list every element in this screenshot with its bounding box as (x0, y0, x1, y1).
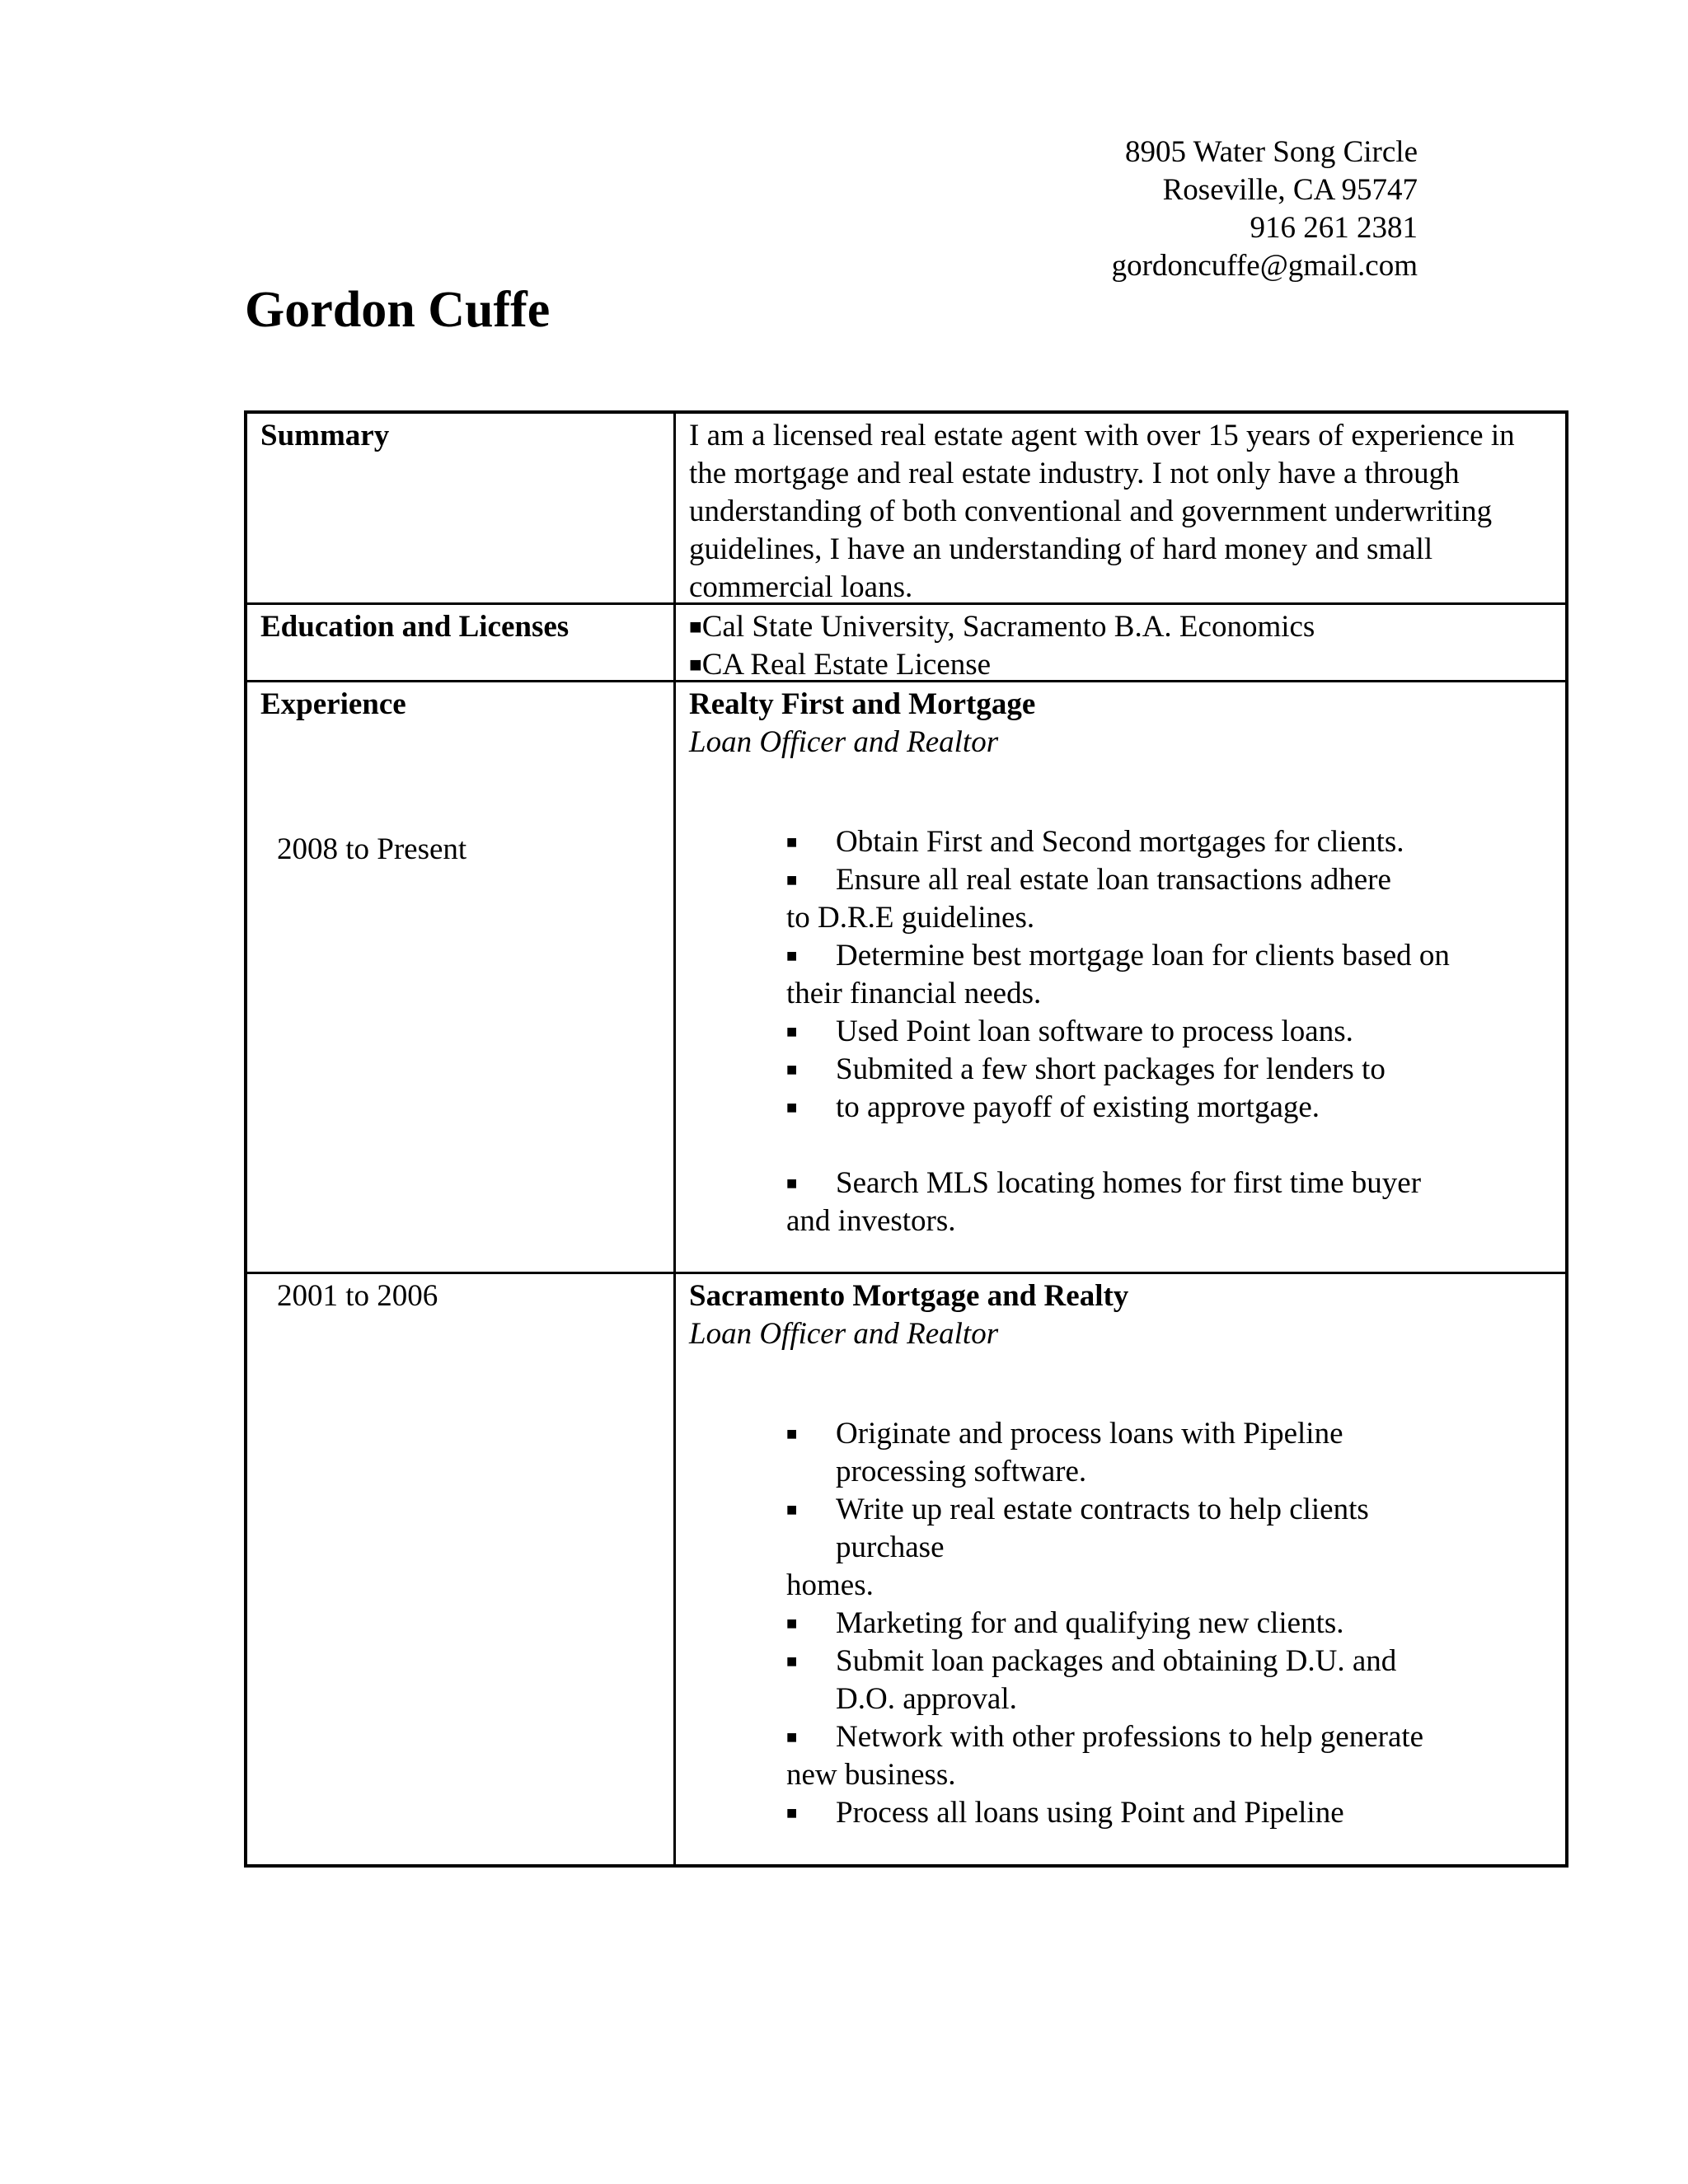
summary-label-cell (247, 414, 676, 602)
list-item (689, 861, 1550, 937)
job-dates: 2008 to Present (277, 832, 467, 866)
contact-block (1112, 134, 1418, 285)
square-bullet-icon: ■ (689, 615, 702, 639)
experience-label: Experience (260, 687, 406, 721)
duty-text: Submited a few short packages for lenders to (836, 1052, 1386, 1086)
list-item (689, 1605, 1550, 1643)
education-item (689, 608, 1550, 646)
contact-street: 8905 Water Song Circle (1125, 135, 1418, 169)
duty-continuation: new business. (786, 1758, 956, 1792)
square-bullet-icon: ■ (786, 1021, 798, 1042)
education-label-cell (247, 605, 676, 680)
job-title: Loan Officer and Realtor (689, 725, 999, 759)
square-bullet-icon: ■ (786, 1173, 798, 1193)
summary-text: I am a licensed real estate agent with over 15 years of experience in the mortgage and real estate industry. I not only have a through understanding of both conventional and government underwriting guidelines, I have an understanding of hard money and small commercial loans. (689, 419, 1515, 604)
job-dates-cell (247, 1274, 676, 1864)
duty-continuation: D.O. approval. (836, 1682, 1017, 1716)
experience-label-cell (247, 682, 676, 1272)
duty-text: Used Point loan software to process loans. (836, 1015, 1353, 1048)
list-item (689, 1165, 1550, 1240)
job-detail-cell (676, 1274, 1565, 1864)
square-bullet-icon: ■ (786, 869, 798, 890)
contact-phone: 916 261 2381 (1250, 211, 1418, 245)
duty-continuation: homes. (786, 1568, 874, 1602)
summary-label: Summary (260, 419, 390, 452)
education-row (247, 605, 1565, 682)
duty-continuation: processing software. (836, 1455, 1087, 1488)
duty-continuation: to D.R.E guidelines. (786, 901, 1035, 935)
job-duties-list (689, 823, 1550, 1240)
square-bullet-icon: ■ (786, 1499, 798, 1520)
duty-text: Submit loan packages and obtaining D.U. and (836, 1644, 1397, 1678)
job-duties-list (689, 1415, 1550, 1832)
square-bullet-icon: ■ (786, 1613, 798, 1633)
square-bullet-icon: ■ (786, 1651, 798, 1671)
list-item (689, 1013, 1550, 1051)
square-bullet-icon: ■ (786, 945, 798, 966)
duty-text: Process all loans using Point and Pipeline (836, 1796, 1344, 1830)
list-item (689, 1051, 1550, 1089)
education-label: Education and Licenses (260, 610, 570, 644)
list-item (689, 1718, 1550, 1794)
square-bullet-icon: ■ (689, 653, 702, 677)
job-company: Realty First and Mortgage (689, 687, 1036, 721)
education-item-text: Cal State University, Sacramento B.A. Economics (701, 610, 1315, 644)
list-item (689, 1415, 1550, 1491)
duty-text: Originate and process loans with Pipeline (836, 1417, 1343, 1451)
education-list-cell (676, 605, 1565, 680)
contact-email: gordoncuffe@gmail.com (1111, 249, 1418, 283)
duty-text: Marketing for and qualifying new clients. (836, 1606, 1344, 1640)
applicant-name: Gordon Cuffe (245, 282, 551, 338)
list-item (689, 937, 1550, 1013)
job-title: Loan Officer and Realtor (689, 1317, 999, 1351)
duty-text: Obtain First and Second mortgages for clients. (836, 825, 1404, 859)
list-item (689, 1089, 1550, 1127)
duty-text: Network with other professions to help generate (836, 1720, 1424, 1754)
list-item (689, 1794, 1550, 1832)
duty-text: to approve payoff of existing mortgage. (836, 1090, 1320, 1124)
list-spacer (689, 1127, 1550, 1165)
job-company: Sacramento Mortgage and Realty (689, 1279, 1129, 1313)
square-bullet-icon: ■ (786, 1423, 798, 1444)
duty-text: Ensure all real estate loan transactions adhere (836, 863, 1391, 897)
duty-text: Search MLS locating homes for first time buyer (836, 1166, 1422, 1200)
education-item (689, 646, 1550, 684)
education-item-text: CA Real Estate License (701, 648, 992, 682)
summary-text-cell (676, 414, 1565, 602)
list-item (689, 823, 1550, 861)
square-bullet-icon: ■ (786, 1059, 798, 1080)
duty-continuation: their financial needs. (786, 977, 1042, 1010)
job-dates: 2001 to 2006 (277, 1279, 438, 1313)
square-bullet-icon: ■ (786, 1802, 798, 1823)
square-bullet-icon: ■ (786, 1727, 798, 1747)
duty-text: Write up real estate contracts to help clients (836, 1493, 1369, 1526)
duty-continuation: purchase (836, 1530, 945, 1564)
resume-table (244, 410, 1568, 1868)
summary-row (247, 414, 1565, 605)
square-bullet-icon: ■ (786, 832, 798, 852)
experience-row-2 (247, 1274, 1565, 1864)
duty-continuation: and investors. (786, 1204, 956, 1238)
list-item (689, 1491, 1550, 1605)
contact-city: Roseville, CA 95747 (1162, 173, 1418, 207)
duty-text: Determine best mortgage loan for clients based on (836, 939, 1450, 972)
square-bullet-icon: ■ (786, 1097, 798, 1118)
job-detail-cell (676, 682, 1565, 1272)
experience-row-1 (247, 682, 1565, 1274)
list-item (689, 1643, 1550, 1718)
